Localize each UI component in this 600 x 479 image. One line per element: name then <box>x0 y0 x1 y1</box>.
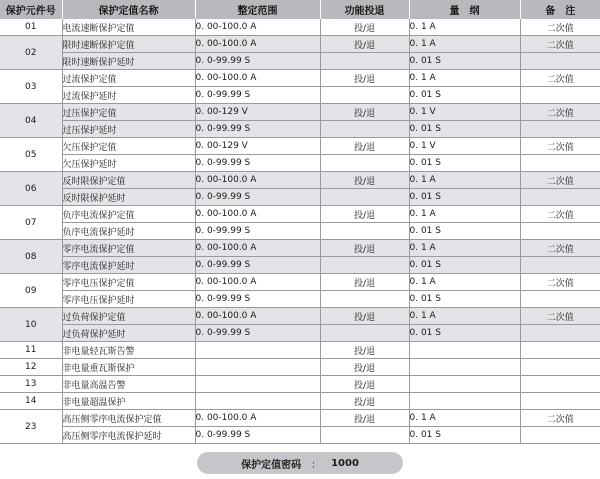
table-row <box>0 189 600 206</box>
password-value: 1000 <box>331 457 359 469</box>
function-switch-cell: 投/退 <box>320 274 409 291</box>
password-label: 保护定值密码 <box>241 459 302 471</box>
unit-cell: 0. 1 A <box>409 19 520 36</box>
table-row <box>0 70 600 87</box>
element-number-cell: 23 <box>0 410 62 444</box>
function-switch-cell <box>320 325 409 342</box>
table-row <box>0 274 600 291</box>
setting-range-cell: 0. 00-100.0 A <box>195 19 320 36</box>
function-switch-cell <box>320 291 409 308</box>
element-number-cell: 09 <box>0 274 62 308</box>
table-row <box>0 87 600 104</box>
table-row <box>0 393 600 410</box>
function-switch-cell: 投/退 <box>320 359 409 376</box>
setting-range-cell: 0. 0-99.99 S <box>195 155 320 172</box>
function-switch-cell: 投/退 <box>320 206 409 223</box>
setting-range-cell <box>195 393 320 410</box>
note-cell <box>520 359 600 376</box>
table-row <box>0 410 600 427</box>
setting-name-cell: 欠压保护定值 <box>62 138 195 155</box>
setting-range-cell: 0. 00-100.0 A <box>195 70 320 87</box>
unit-cell: 0. 01 S <box>409 291 520 308</box>
unit-cell: 0. 1 A <box>409 70 520 87</box>
unit-cell: 0. 01 S <box>409 53 520 70</box>
table-row <box>0 257 600 274</box>
setting-range-cell: 0. 0-99.99 S <box>195 121 320 138</box>
setting-range-cell: 0. 00-100.0 A <box>195 410 320 427</box>
header-row <box>0 0 600 19</box>
header-cell-note: 备 注 <box>520 0 600 19</box>
unit-cell: 0. 1 A <box>409 308 520 325</box>
table-row <box>0 376 600 393</box>
note-cell: 二次值 <box>520 104 600 121</box>
setting-range-cell <box>195 376 320 393</box>
setting-name-cell: 限时速断保护延时 <box>62 53 195 70</box>
unit-cell: 0. 1 V <box>409 104 520 121</box>
table-row <box>0 36 600 53</box>
unit-cell: 0. 1 A <box>409 172 520 189</box>
function-switch-cell <box>320 189 409 206</box>
note-cell <box>520 121 600 138</box>
header-cell-setting-name: 保护定值名称 <box>62 0 195 19</box>
setting-name-cell: 非电量高温告警 <box>62 376 195 393</box>
note-cell: 二次值 <box>520 274 600 291</box>
function-switch-cell <box>320 53 409 70</box>
unit-cell <box>409 359 520 376</box>
setting-range-cell: 0. 00-100.0 A <box>195 274 320 291</box>
unit-cell: 0. 01 S <box>409 223 520 240</box>
setting-range-cell <box>195 359 320 376</box>
function-switch-cell <box>320 223 409 240</box>
note-cell <box>520 223 600 240</box>
setting-name-cell: 过负荷保护定值 <box>62 308 195 325</box>
function-switch-cell: 投/退 <box>320 70 409 87</box>
setting-name-cell: 欠压保护延时 <box>62 155 195 172</box>
table-row <box>0 291 600 308</box>
setting-range-cell: 0. 0-99.99 S <box>195 87 320 104</box>
setting-name-cell: 非电量轻瓦斯告警 <box>62 342 195 359</box>
setting-range-cell: 0. 00-100.0 A <box>195 308 320 325</box>
setting-range-cell: 0. 0-99.99 S <box>195 325 320 342</box>
unit-cell: 0. 01 S <box>409 257 520 274</box>
password-badge <box>197 452 403 474</box>
note-cell <box>520 53 600 70</box>
table-body <box>0 19 600 444</box>
setting-name-cell: 限时速断保护定值 <box>62 36 195 53</box>
note-cell: 二次值 <box>520 172 600 189</box>
element-number-cell: 08 <box>0 240 62 274</box>
note-cell <box>520 325 600 342</box>
element-number-cell: 07 <box>0 206 62 240</box>
note-cell <box>520 376 600 393</box>
setting-name-cell: 反时限保护定值 <box>62 172 195 189</box>
element-number-cell: 06 <box>0 172 62 206</box>
element-number-cell: 05 <box>0 138 62 172</box>
note-cell <box>520 189 600 206</box>
function-switch-cell: 投/退 <box>320 240 409 257</box>
note-cell: 二次值 <box>520 19 600 36</box>
note-cell <box>520 87 600 104</box>
unit-cell: 0. 1 V <box>409 138 520 155</box>
function-switch-cell: 投/退 <box>320 138 409 155</box>
unit-cell: 0. 01 S <box>409 189 520 206</box>
setting-name-cell: 零序电流保护延时 <box>62 257 195 274</box>
note-cell: 二次值 <box>520 410 600 427</box>
note-cell <box>520 155 600 172</box>
setting-name-cell: 过流保护定值 <box>62 70 195 87</box>
header-cell-range: 整定范围 <box>195 0 320 19</box>
note-cell <box>520 291 600 308</box>
note-cell <box>520 257 600 274</box>
note-cell: 二次值 <box>520 138 600 155</box>
function-switch-cell <box>320 87 409 104</box>
note-cell: 二次值 <box>520 240 600 257</box>
unit-cell: 0. 01 S <box>409 325 520 342</box>
function-switch-cell: 投/退 <box>320 410 409 427</box>
setting-range-cell: 0. 0-99.99 S <box>195 257 320 274</box>
unit-cell: 0. 01 S <box>409 87 520 104</box>
setting-name-cell: 零序电流保护定值 <box>62 240 195 257</box>
function-switch-cell: 投/退 <box>320 19 409 36</box>
setting-range-cell: 0. 0-99.99 S <box>195 427 320 444</box>
table-row <box>0 138 600 155</box>
setting-range-cell: 0. 00-100.0 A <box>195 36 320 53</box>
table-row <box>0 359 600 376</box>
note-cell: 二次值 <box>520 70 600 87</box>
table-row <box>0 427 600 444</box>
setting-name-cell: 非电量超温保护 <box>62 393 195 410</box>
setting-range-cell: 0. 0-99.99 S <box>195 53 320 70</box>
setting-name-cell: 过压保护延时 <box>62 121 195 138</box>
table-row <box>0 172 600 189</box>
element-number-cell: 11 <box>0 342 62 359</box>
unit-cell: 0. 01 S <box>409 427 520 444</box>
function-switch-cell: 投/退 <box>320 172 409 189</box>
setting-name-cell: 过负荷保护延时 <box>62 325 195 342</box>
setting-name-cell: 非电量重瓦斯保护 <box>62 359 195 376</box>
unit-cell: 0. 1 A <box>409 274 520 291</box>
element-number-cell: 01 <box>0 19 62 36</box>
table-row <box>0 104 600 121</box>
note-cell <box>520 393 600 410</box>
note-cell: 二次值 <box>520 36 600 53</box>
setting-name-cell: 负序电流保护延时 <box>62 223 195 240</box>
setting-range-cell: 0. 00-129 V <box>195 104 320 121</box>
element-number-cell: 13 <box>0 376 62 393</box>
setting-range-cell: 0. 00-100.0 A <box>195 206 320 223</box>
note-cell: 二次值 <box>520 206 600 223</box>
element-number-cell: 02 <box>0 36 62 70</box>
table-row <box>0 206 600 223</box>
function-switch-cell <box>320 427 409 444</box>
setting-range-cell: 0. 00-129 V <box>195 138 320 155</box>
setting-name-cell: 反时限保护延时 <box>62 189 195 206</box>
function-switch-cell: 投/退 <box>320 104 409 121</box>
table-row <box>0 325 600 342</box>
setting-name-cell: 高压侧零序电流保护定值 <box>62 410 195 427</box>
setting-range-cell <box>195 342 320 359</box>
note-cell: 二次值 <box>520 308 600 325</box>
table-row <box>0 155 600 172</box>
setting-range-cell: 0. 00-100.0 A <box>195 240 320 257</box>
table-row <box>0 19 600 36</box>
unit-cell <box>409 376 520 393</box>
element-number-cell: 03 <box>0 70 62 104</box>
unit-cell: 0. 1 A <box>409 410 520 427</box>
element-number-cell: 14 <box>0 393 62 410</box>
unit-cell <box>409 393 520 410</box>
unit-cell <box>409 342 520 359</box>
setting-name-cell: 零序电压保护定值 <box>62 274 195 291</box>
setting-range-cell: 0. 00-100.0 A <box>195 172 320 189</box>
function-switch-cell: 投/退 <box>320 393 409 410</box>
element-number-cell: 04 <box>0 104 62 138</box>
function-switch-cell: 投/退 <box>320 308 409 325</box>
note-cell <box>520 427 600 444</box>
function-switch-cell: 投/退 <box>320 36 409 53</box>
function-switch-cell <box>320 257 409 274</box>
setting-name-cell: 电流速断保护定值 <box>62 19 195 36</box>
setting-name-cell: 过压保护定值 <box>62 104 195 121</box>
element-number-cell: 12 <box>0 359 62 376</box>
table-row <box>0 121 600 138</box>
setting-name-cell: 负序电流保护定值 <box>62 206 195 223</box>
function-switch-cell: 投/退 <box>320 342 409 359</box>
password-separator: ： <box>311 459 322 471</box>
function-switch-cell: 投/退 <box>320 376 409 393</box>
unit-cell: 0. 01 S <box>409 121 520 138</box>
setting-range-cell: 0. 0-99.99 S <box>195 223 320 240</box>
function-switch-cell <box>320 121 409 138</box>
function-switch-cell <box>320 155 409 172</box>
table-row <box>0 342 600 359</box>
note-cell <box>520 342 600 359</box>
unit-cell: 0. 1 A <box>409 206 520 223</box>
setting-name-cell: 过流保护延时 <box>62 87 195 104</box>
table-row <box>0 308 600 325</box>
unit-cell: 0. 01 S <box>409 155 520 172</box>
setting-name-cell: 高压侧零序电流保护延时 <box>62 427 195 444</box>
unit-cell: 0. 1 A <box>409 240 520 257</box>
element-number-cell: 10 <box>0 308 62 342</box>
table-row <box>0 53 600 70</box>
table-row <box>0 240 600 257</box>
table-row <box>0 223 600 240</box>
setting-range-cell: 0. 0-99.99 S <box>195 189 320 206</box>
setting-range-cell: 0. 0-99.99 S <box>195 291 320 308</box>
header-cell-unit: 量 纲 <box>409 0 520 19</box>
setting-name-cell: 零序电压保护延时 <box>62 291 195 308</box>
unit-cell: 0. 1 A <box>409 36 520 53</box>
header-cell-element-no: 保护元件号 <box>0 0 62 19</box>
header-cell-function-switch: 功能投退 <box>320 0 409 19</box>
